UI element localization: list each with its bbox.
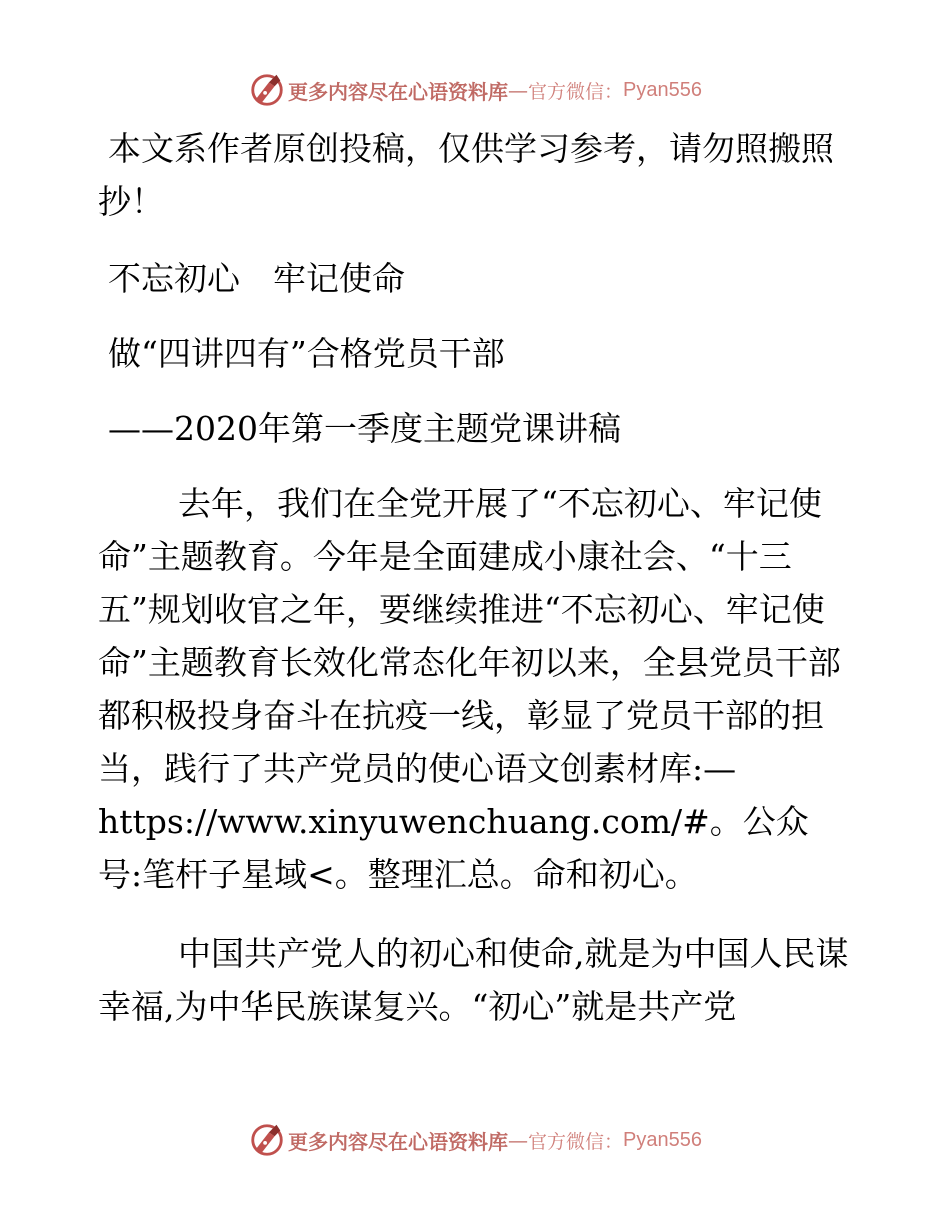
body-paragraph-1: 去年，我们在全党开展了“不忘初心、牢记使命”主题教育。今年是全面建成小康社会、“十三五”规划收官之年，要继续推进“不忘初心、牢记使命”主题教育长效化常态化年初以来，全县党员干部都积极投身奋斗在抗疫一线，彰显了党员干部的担当，践行了共产党员的使心语文创素材库:—https://www.xinyuwenchuang.com/#。公众号:笔杆子星域<。整理汇总。命和初心。	[98, 484, 841, 894]
banner-main-text: 更多内容尽在心语资料库	[288, 79, 508, 104]
copyright-note: 本文系作者原创投稿，仅供学习参考，请勿照搬照抄！	[98, 129, 834, 221]
footer-watermark-banner	[0, 1120, 950, 1160]
banner-wechat-label: 官方微信：	[528, 80, 624, 103]
document-body	[98, 122, 850, 1033]
banner-wechat-id: Pyan556	[623, 1128, 702, 1151]
banner-dash: —	[508, 78, 528, 102]
document-title: 不忘初心 牢记使命	[108, 259, 405, 298]
banner-dash: —	[508, 1128, 528, 1152]
pen-nib-logo-icon	[248, 1121, 286, 1159]
pen-nib-logo-icon	[248, 71, 286, 109]
body-paragraph-2: 中国共产党人的初心和使命,就是为中国人民谋幸福,为中华民族谋复兴。“初心”就是共产党	[98, 934, 849, 1026]
banner-wechat-label: 官方微信：	[528, 1130, 624, 1153]
banner-wechat-id: Pyan556	[623, 78, 702, 101]
banner-main-text: 更多内容尽在心语资料库	[288, 1129, 508, 1154]
document-subtitle: 做“四讲四有”合格党员干部	[108, 334, 505, 373]
document-byline: ——2020年第一季度主题党课讲稿	[108, 409, 621, 448]
header-watermark-banner	[0, 70, 950, 110]
